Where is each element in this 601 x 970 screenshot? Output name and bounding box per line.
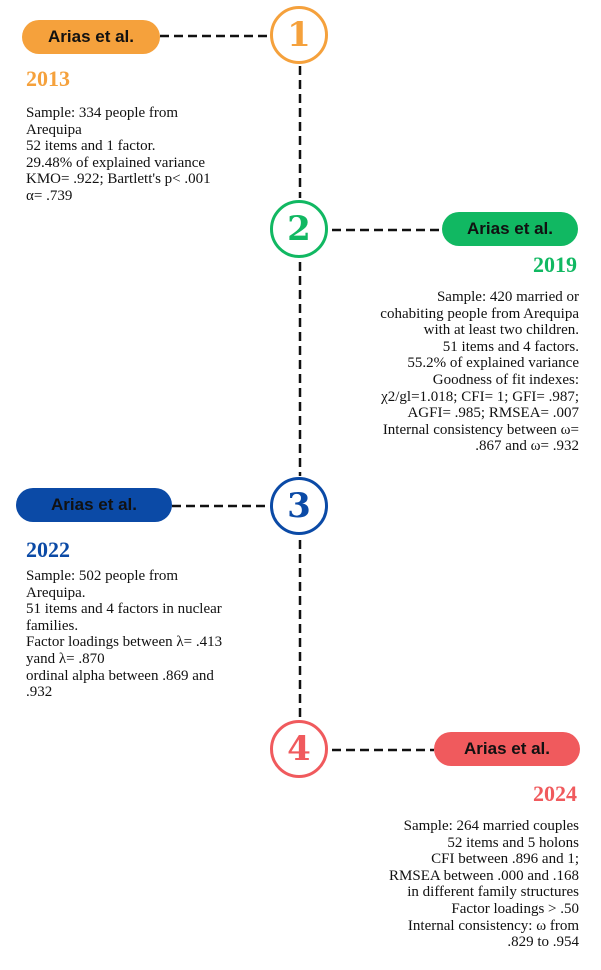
description-1-line: Arequipa bbox=[26, 121, 82, 138]
description-3-line: ordinal alpha between .869 and bbox=[26, 667, 214, 684]
description-2-line: 51 items and 4 factors. bbox=[442, 338, 579, 355]
step-number-3: 3 bbox=[287, 486, 311, 526]
description-2-line: χ2/gl=1.018; CFI= 1; GFI= .987; bbox=[381, 388, 579, 405]
description-2-line: Sample: 420 married or bbox=[436, 289, 579, 305]
description-1-line: α= .739 bbox=[26, 187, 73, 204]
description-3-line: families. bbox=[26, 617, 79, 634]
description-3-line: 51 items and 4 factors in nuclear bbox=[26, 601, 222, 618]
description-3 bbox=[26, 568, 222, 701]
description-3-line: Arequipa. bbox=[26, 584, 86, 601]
description-1-line: 52 items and 1 factor. bbox=[26, 138, 156, 155]
year-label-1: 2013 bbox=[26, 66, 70, 91]
step-circle-3 bbox=[270, 477, 328, 535]
description-4-line: Internal consistency: ω from bbox=[407, 917, 579, 934]
description-4-line: Factor loadings > .50 bbox=[451, 900, 579, 917]
description-2-line: Goodness of fit indexes: bbox=[432, 371, 579, 388]
author-pill-4 bbox=[434, 732, 580, 766]
year-label-4: 2024 bbox=[533, 781, 577, 806]
description-1 bbox=[26, 105, 211, 205]
description-2-line: AGFI= .985; RMSEA= .007 bbox=[407, 405, 579, 422]
description-3-line: Factor loadings between λ= .413 bbox=[26, 634, 223, 651]
author-pill-2 bbox=[442, 212, 578, 246]
description-4-line: Sample: 264 married couples bbox=[403, 818, 579, 834]
step-number-2: 2 bbox=[287, 209, 311, 249]
description-4-line: 52 items and 5 holons bbox=[447, 834, 579, 851]
author-pill-3 bbox=[16, 488, 172, 522]
description-3-line: .932 bbox=[26, 684, 53, 701]
description-2-line: cohabiting people from Arequipa bbox=[380, 305, 579, 322]
author-pill-1 bbox=[22, 20, 160, 54]
description-4-line: CFI between .896 and 1; bbox=[431, 851, 579, 868]
year-label-2: 2019 bbox=[533, 252, 577, 277]
description-1-line: KMO= .922; Bartlett's p< .001 bbox=[26, 171, 211, 188]
step-number-1: 1 bbox=[287, 15, 311, 55]
step-number-4: 4 bbox=[287, 729, 311, 769]
description-4-line: RMSEA between .000 and .168 bbox=[389, 867, 579, 884]
description-1-line: Sample: 334 people from bbox=[26, 105, 179, 121]
author-label-2: Arias et al. bbox=[467, 219, 553, 238]
description-2-line: with at least two children. bbox=[423, 322, 579, 339]
description-3-line: Sample: 502 people from bbox=[26, 568, 179, 584]
description-3-line: yand λ= .870 bbox=[26, 650, 105, 667]
description-2-line: 55.2% of explained variance bbox=[407, 355, 579, 372]
description-4 bbox=[389, 818, 579, 951]
description-4-line: in different family structures bbox=[407, 884, 579, 901]
author-label-1: Arias et al. bbox=[48, 27, 134, 46]
author-label-4: Arias et al. bbox=[464, 739, 550, 758]
description-1-line: 29.48% of explained variance bbox=[26, 154, 206, 171]
author-label-3: Arias et al. bbox=[51, 495, 137, 514]
step-circle-1 bbox=[270, 6, 328, 64]
description-2 bbox=[380, 289, 579, 455]
year-label-3: 2022 bbox=[26, 537, 70, 562]
step-circle-2 bbox=[270, 200, 328, 258]
step-circle-4 bbox=[270, 720, 328, 778]
description-2-line: Internal consistency between ω= bbox=[382, 421, 579, 438]
description-4-line: .829 to .954 bbox=[507, 934, 579, 951]
description-2-line: .867 and ω= .932 bbox=[475, 438, 579, 455]
